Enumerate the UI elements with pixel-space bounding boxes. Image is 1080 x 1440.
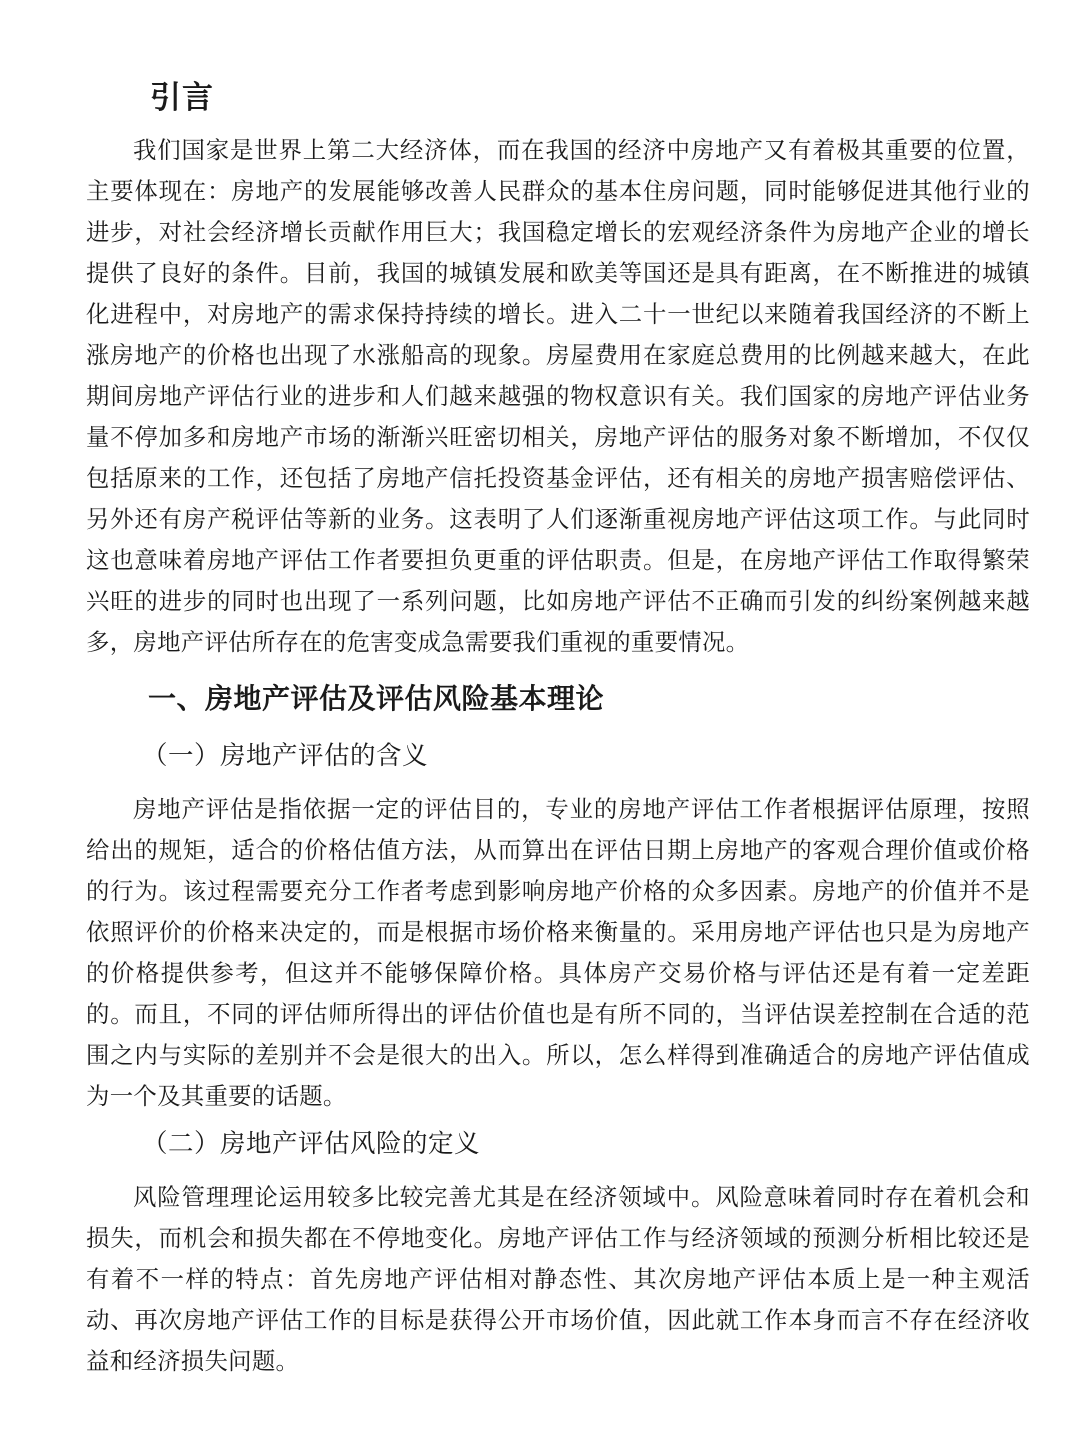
subsection-2-heading: （二）房地产评估风险的定义 xyxy=(142,1129,481,1159)
subsection-2-paragraph: 风险管理理论运用较多比较完善尤其是在经济领域中。风险意味着同时存在着机会和损失，而机会和损失都在不停地变化。房地产评估工作与经济领域的预测分析相比较还是有着不一样的特点：首先房地产评估相对静态性、其次房地产评估本质上是一种主观活动、再次房地产评估工作的目标是获得公开市场价值，因此就工作本身而言不存在经济收益和经济损失问题。 xyxy=(86,1183,1030,1375)
intro-title: 引言 xyxy=(150,80,214,116)
intro-paragraph: 我们国家是世界上第二大经济体，而在我国的经济中房地产又有着极其重要的位置，主要体现在：房地产的发展能够改善人民群众的基本住房问题，同时能够促进其他行业的进步，对社会经济增长贡献作用巨大；我国稳定增长的宏观经济条件为房地产企业的增长提供了良好的条件。目前，我国的城镇发展和欧美等国还是具有距离，在不断推进的城镇化进程中，对房地产的需求保持持续的增长。进入二十一世纪以来随着我国经济的不断上涨房地产的价格也出现了水涨船高的现象。房屋费用在家庭总费用的比例越来越大，在此期间房地产评估行业的进步和人们越来越强的物权意识有关。我们国家的房地产评估业务量不停加多和房地产市场的渐渐兴旺密切相关，房地产评估的服务对象不断增加，不仅仅包括原来的工作，还包括了房地产信托投资基金评估，还有相关的房地产损害赔偿评估、另外还有房产税评估等新的业务。这表明了人们逐渐重视房地产评估这项工作。与此同时这也意味着房地产评估工作者要担负更重的评估职责。但是，在房地产评估工作取得繁荣兴旺的进步的同时也出现了一系列问题，比如房地产评估不正确而引发的纠纷案例越来越多，房地产评估所存在的危害变成急需要我们重视的重要情况。 xyxy=(86,136,1030,656)
subsection-1-heading: （一）房地产评估的含义 xyxy=(142,741,429,771)
subsection-1-paragraph: 房地产评估是指依据一定的评估目的，专业的房地产评估工作者根据评估原理，按照给出的规矩，适合的价格估值方法，从而算出在评估日期上房地产的客观合理价值或价格的行为。该过程需要充分工作者考虑到影响房地产价格的众多因素。房地产的价值并不是依照评价的价格来决定的，而是根据市场价格来衡量的。采用房地产评估也只是为房地产的价格提供参考，但这并不能够保障价格。具体房产交易价格与评估还是有着一定差距的。而且，不同的评估师所得出的评估价值也是有所不同的，当评估误差控制在合适的范围之内与实际的差别并不会是很大的出入。所以，怎么样得到准确适合的房地产评估值成为一个及其重要的话题。 xyxy=(86,795,1030,1110)
document-page xyxy=(86,60,1030,1382)
section-1-heading: 一、房地产评估及评估风险基本理论 xyxy=(148,682,605,715)
